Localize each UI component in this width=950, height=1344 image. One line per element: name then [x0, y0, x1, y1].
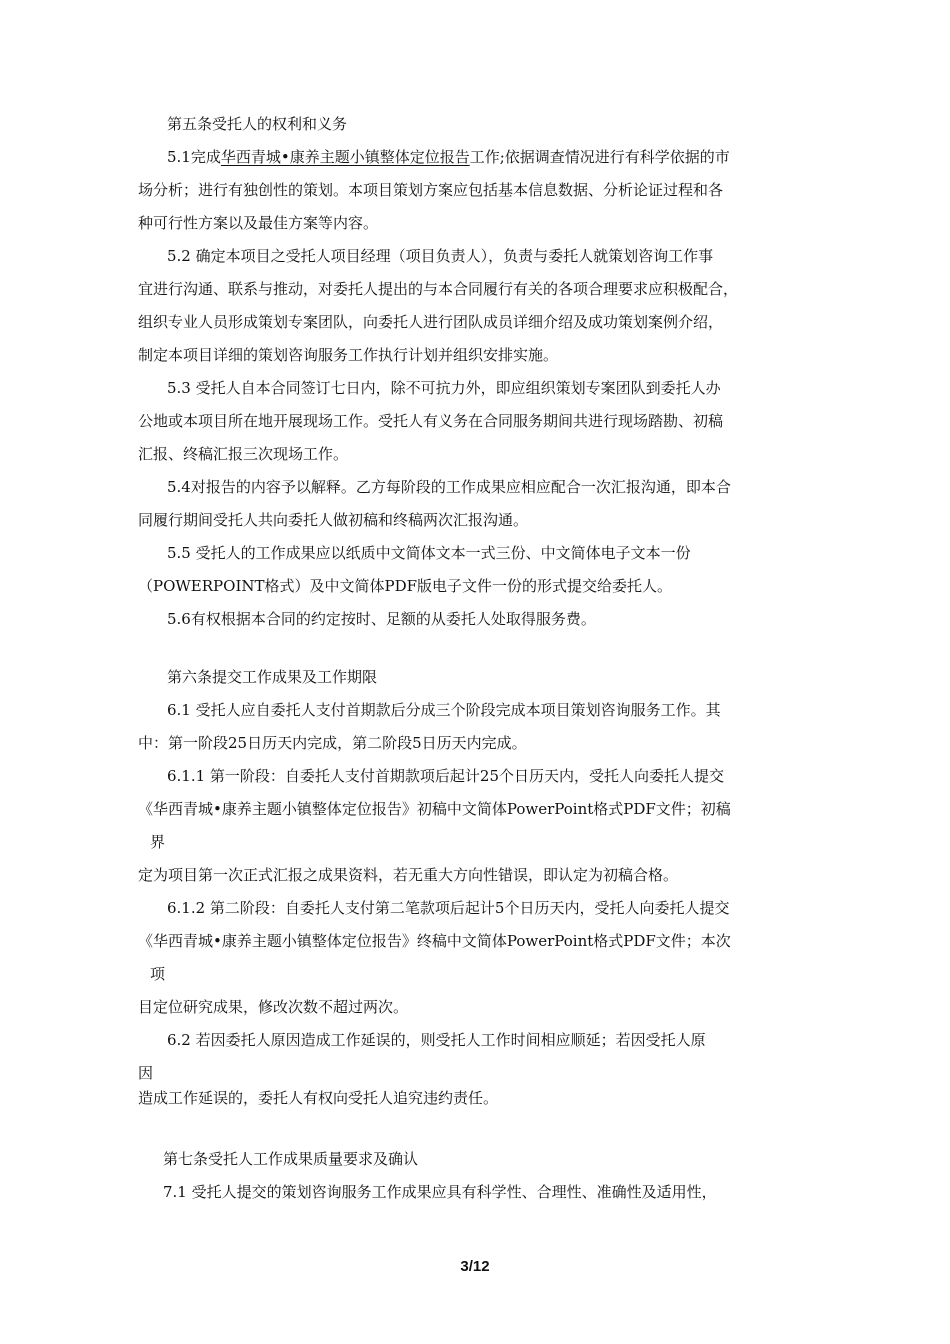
clause-5-4-line-2: 同履行期间受托人共向委托人做初稿和终稿两次汇报沟通。: [138, 511, 529, 529]
section-7-heading: 第七条受托人工作成果质量要求及确认: [163, 1150, 419, 1168]
section-6-heading: 第六条提交工作成果及工作期限: [167, 668, 378, 686]
clause-6-1-line-1: 6.1 受托人应自委托人支付首期款后分成三个阶段完成本项目策划咨询服务工作。其: [167, 701, 721, 719]
section-5-heading: 第五条受托人的权利和义务: [167, 115, 348, 133]
report-title-underlined: 华西青城•康养主题小镇整体定位报告: [220, 148, 470, 166]
clause-5-3-line-1: 5.3 受托人自本合同签订七日内，除不可抗力外，即应组织策划专案团队到委托人办: [167, 379, 721, 397]
clause-5-2-line-1: 5.2 确定本项目之受托人项目经理（项目负责人），负责与委托人就策划咨询工作事: [167, 247, 714, 265]
clause-6-1-line-2: 中：第一阶段25日历天内完成，第二阶段5日历天内完成。: [138, 734, 527, 752]
clause-6-1-1-line-4: 定为项目第一次正式汇报之成果资料，若无重大方向性错误，即认定为初稿合格。: [138, 866, 679, 884]
clause-6-2-line-2: 因: [138, 1064, 154, 1082]
clause-5-1-prefix: 5.1完成: [167, 148, 221, 166]
clause-5-5-line-1: 5.5 受托人的工作成果应以纸质中文简体文本一式三份、中文简体电子文本一份: [167, 544, 691, 562]
clause-6-1-2-line-2: 《华西青城•康养主题小镇整体定位报告》终稿中文简体PowerPoint格式PDF文件；本次: [138, 932, 731, 950]
clause-7-1-line-1: 7.1 受托人提交的策划咨询服务工作成果应具有科学性、合理性、准确性及适用性，: [163, 1183, 717, 1201]
clause-6-2-line-1: 6.2 若因委托人原因造成工作延误的，则受托人工作时间相应顺延；若因受托人原: [167, 1031, 706, 1049]
clause-5-6: 5.6有权根据本合同的约定按时、足额的从委托人处取得服务费。: [167, 610, 596, 628]
clause-5-1-line-3: 种可行性方案以及最佳方案等内容。: [138, 214, 379, 232]
clause-5-5-line-2: （POWERPOINT格式）及中文简体PDF版电子文件一份的形式提交给委托人。: [138, 577, 673, 595]
clause-6-2-line-3: 造成工作延误的，委托人有权向受托人追究违约责任。: [138, 1089, 499, 1107]
clause-5-1-line-2: 场分析；进行有独创性的策划。本项目策划方案应包括基本信息数据、分析论证过程和各: [138, 181, 724, 199]
clause-5-3-line-3: 汇报、终稿汇报三次现场工作。: [138, 445, 349, 463]
clause-5-2-line-3: 组织专业人员形成策划专案团队，向委托人进行团队成员详细介绍及成功策划案例介绍，: [138, 313, 724, 331]
clause-5-1-rest: 工作;依据调查情况进行有科学依据的市: [469, 148, 730, 166]
clause-5-2-line-4: 制定本项目详细的策划咨询服务工作执行计划并组织安排实施。: [138, 346, 559, 364]
clause-5-2-line-2: 宜进行沟通、联系与推动，对委托人提出的与本合同履行有关的各项合理要求应积极配合，: [138, 280, 739, 298]
clause-6-1-1-line-1: 6.1.1 第一阶段：自委托人支付首期款项后起计25个日历天内，受托人向委托人提交: [167, 767, 725, 785]
clause-5-3-line-2: 公地或本项目所在地开展现场工作。受托人有义务在合同服务期间共进行现场踏勘、初稿: [138, 412, 724, 430]
page-number: 3/12: [460, 1258, 490, 1275]
clause-6-1-1-line-2: 《华西青城•康养主题小镇整体定位报告》初稿中文简体PowerPoint格式PDF文件；初稿: [138, 800, 731, 818]
clause-6-1-1-line-3: 界: [150, 833, 166, 851]
clause-5-1-line-1: [167, 147, 730, 167]
clause-6-1-2-line-1: 6.1.2 第二阶段：自委托人支付第二笔款项后起计5个日历天内，受托人向委托人提交: [167, 899, 730, 917]
clause-6-1-2-line-3: 项: [150, 965, 166, 983]
clause-6-1-2-line-4: 目定位研究成果，修改次数不超过两次。: [138, 998, 409, 1016]
clause-5-4-line-1: 5.4对报告的内容予以解释。乙方每阶段的工作成果应相应配合一次汇报沟通，即本合: [167, 478, 731, 496]
